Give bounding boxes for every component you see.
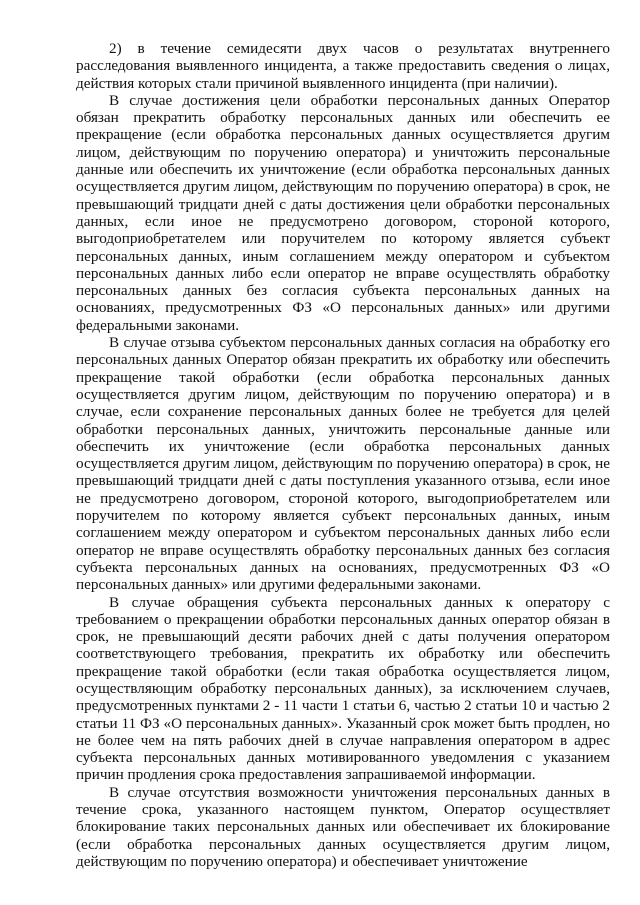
document-page [76, 40, 610, 870]
paragraph-purpose-achieved: В случае достижения цели обработки персональных данных Оператор обязан прекратить обработку персональных данных или обеспечить ее прекращение (если обработка персональных данных осуществляется другим лицом, действующим по поручению оператора) и уничтожить персональные данные или обеспечить их уничтожение (если обработка персональных данных осуществляется другим лицом, действующим по поручению оператора) в срок, не превышающий тридцати дней с даты достижения цели обработки персональных данных, если иное не предусмотрено договором, стороной которого, выгодоприобретателем или поручителем по которому является субъект персональных данных, иным соглашением между оператором и субъектом персональных данных либо если оператор не вправе осуществлять обработку персональных данных без согласия субъекта персональных данных на основаниях, предусмотренных ФЗ «О персональных данных» или другими федеральными законами. [76, 91, 610, 334]
paragraph-consent-withdrawn: В случае отзыва субъектом персональных данных согласия на обработку его персональных данных Оператор обязан прекратить их обработку или обеспечить прекращение такой обработки (если обработка персональных данных осуществляется другим лицом, действующим по поручению оператора) и в случае, если сохранение персональных данных более не требуется для целей обработки персональных данных, уничтожить персональные данные или обеспечить их уничтожение (если обработка персональных данных осуществляется другим лицом, действующим по поручению оператора) в срок, не превышающий тридцати дней с даты поступления указанного отзыва, если иное не предусмотрено договором, стороной которого, выгодоприобретателем или поручителем по которому является субъект персональных данных, иным соглашением между оператором и субъектом персональных данных либо если оператор не вправе осуществлять обработку персональных данных без согласия субъекта персональных данных на основаниях, предусмотренных ФЗ «О персональных данных» или другими федеральными законами. [76, 334, 610, 594]
paragraph-stop-processing-request: В случае обращения субъекта персональных данных к оператору с требованием о прекращении обработки персональных данных оператор обязан в срок, не превышающий десяти рабочих дней с даты получения оператором соответствующего требования, прекратить их обработку или обеспечить прекращение такой обработки (если такая обработка осуществляется лицом, осуществляющим обработку персональных данных), за исключением случаев, предусмотренных пунктами 2 - 11 части 1 статьи 6, частью 2 статьи 10 и частью 2 статьи 11 ФЗ «О персональных данных». Указанный срок может быть продлен, но не более чем на пять рабочих дней в случае направления оператором в адрес субъекта персональных данных мотивированного уведомления с указанием причин продления срока предоставления запрашиваемой информации. [76, 593, 610, 784]
paragraph-incident-report-deadline: 2) в течение семидесяти двух часов о результатах внутреннего расследования выявленного инцидента, а также предоставить сведения о лицах, действия которых стали причиной выявленного инцидента (при наличии). [76, 40, 610, 92]
paragraph-destruction-impossible: В случае отсутствия возможности уничтожения персональных данных в течение срока, указанного настоящем пунктом, Оператор осуществляет блокирование таких персональных данных или обеспечивает их блокирование (если обработка персональных данных осуществляется другим лицом, действующим по поручению оператора) и обеспечивает уничтожение [76, 783, 610, 870]
